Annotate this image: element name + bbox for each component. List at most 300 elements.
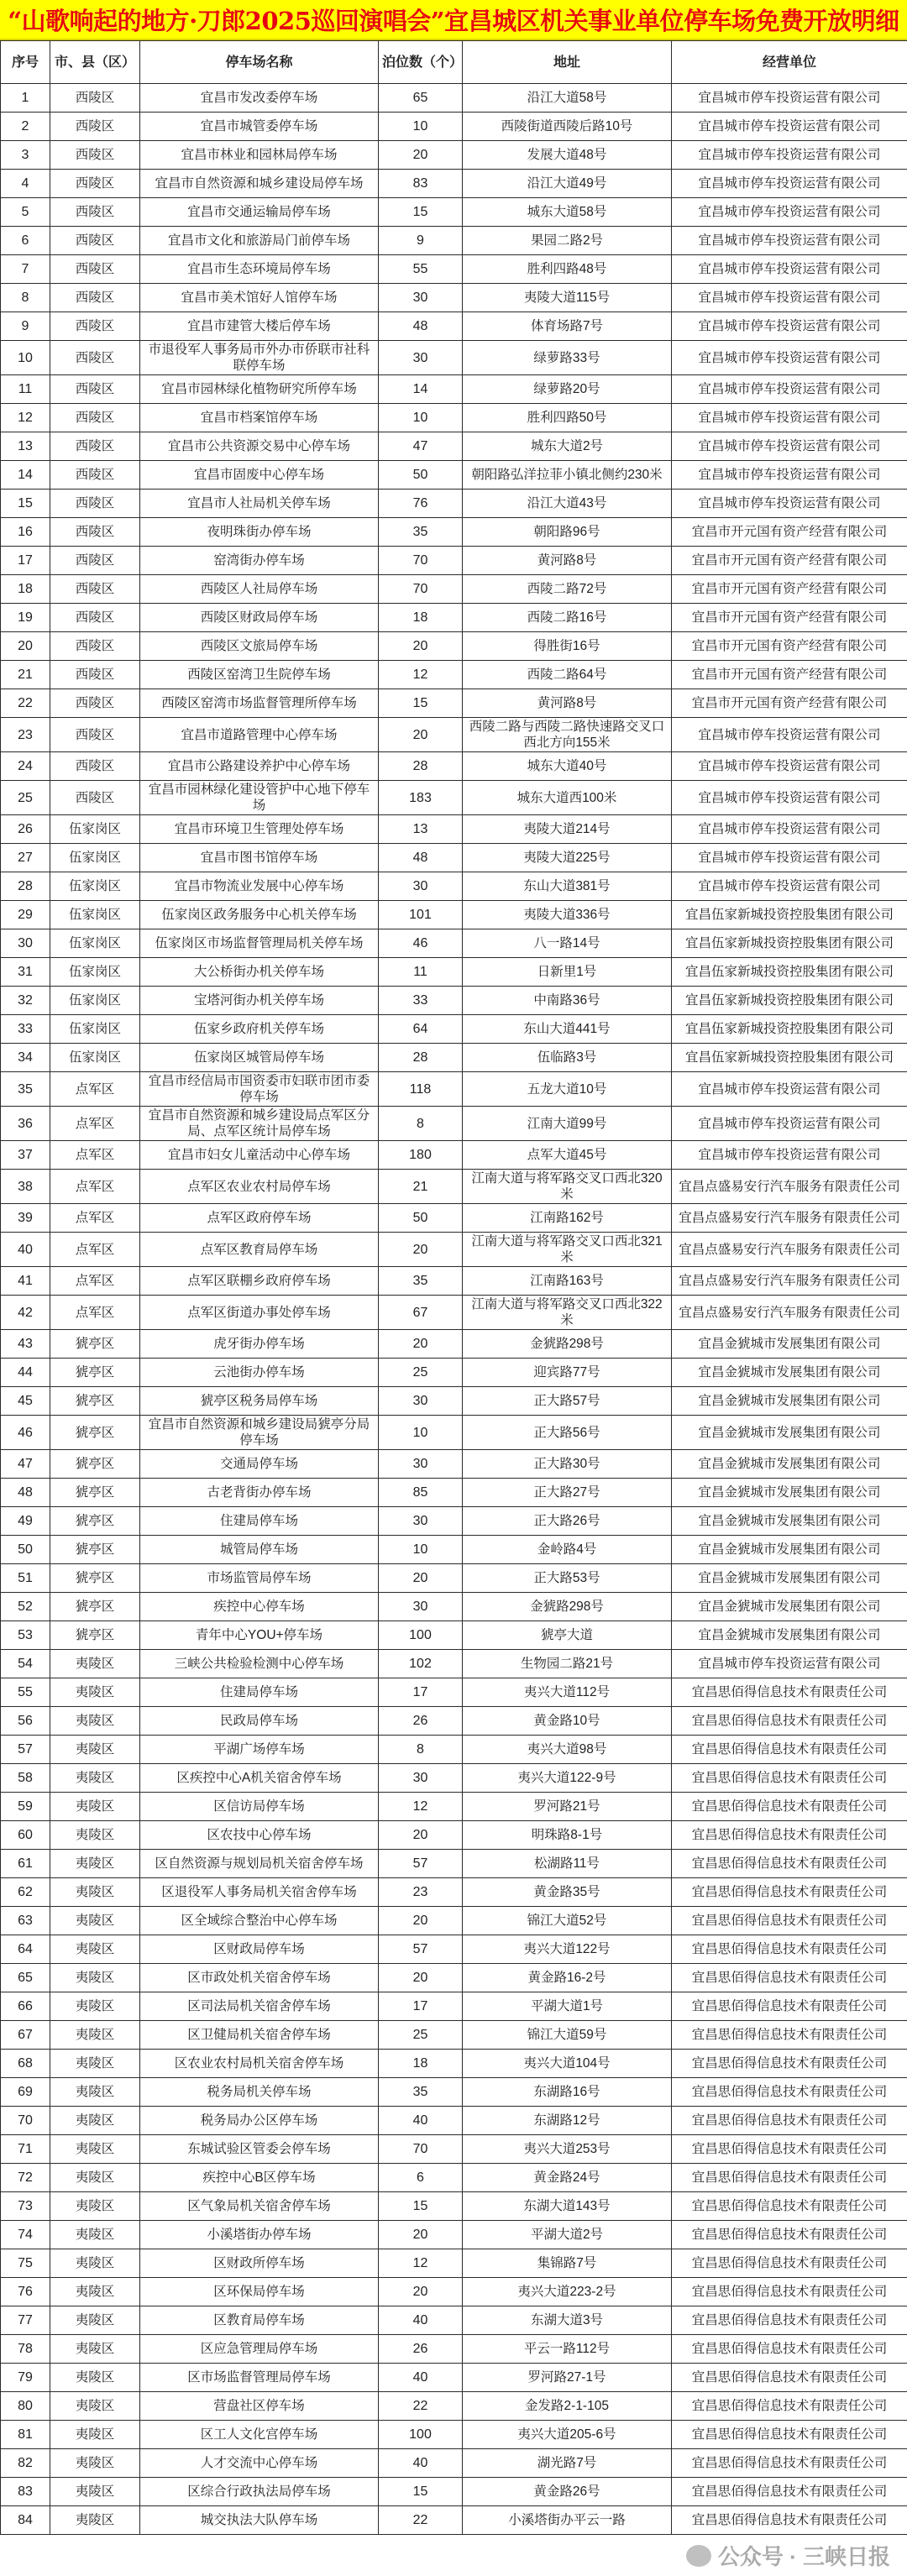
cell-district: 伍家岗区 bbox=[50, 901, 140, 929]
cell-index: 37 bbox=[1, 1141, 50, 1170]
cell-lot-name: 区气象局机关宿舍停车场 bbox=[140, 2192, 379, 2221]
cell-index: 80 bbox=[1, 2392, 50, 2421]
cell-district: 伍家岗区 bbox=[50, 929, 140, 958]
table-header-row bbox=[1, 41, 907, 84]
cell-operator: 宜昌城市停车投资运营有限公司 bbox=[672, 1072, 907, 1107]
cell-address: 西陵二路64号 bbox=[463, 661, 672, 689]
cell-address: 绿萝路20号 bbox=[463, 375, 672, 404]
cell-district: 猇亭区 bbox=[50, 1450, 140, 1479]
cell-spaces: 35 bbox=[379, 518, 463, 547]
cell-lot-name: 点军区教育局停车场 bbox=[140, 1233, 379, 1267]
cell-spaces: 76 bbox=[379, 490, 463, 518]
cell-operator: 宜昌思佰得信息技术有限责任公司 bbox=[672, 2107, 907, 2135]
cell-lot-name: 平湖广场停车场 bbox=[140, 1736, 379, 1764]
cell-operator: 宜昌城市停车投资运营有限公司 bbox=[672, 872, 907, 901]
cell-operator: 宜昌市开元国有资产经营有限公司 bbox=[672, 518, 907, 547]
cell-lot-name: 夜明珠街办停车场 bbox=[140, 518, 379, 547]
cell-spaces: 40 bbox=[379, 2107, 463, 2135]
table-row bbox=[1, 1044, 907, 1072]
table-row bbox=[1, 198, 907, 227]
cell-district: 西陵区 bbox=[50, 432, 140, 461]
cell-index: 17 bbox=[1, 547, 50, 575]
cell-index: 49 bbox=[1, 1507, 50, 1536]
cell-index: 46 bbox=[1, 1416, 50, 1450]
cell-address: 正大路26号 bbox=[463, 1507, 672, 1536]
table-row bbox=[1, 2249, 907, 2278]
cell-district: 点军区 bbox=[50, 1233, 140, 1267]
cell-lot-name: 点军区街道办事处停车场 bbox=[140, 1296, 379, 1330]
cell-district: 西陵区 bbox=[50, 689, 140, 718]
cell-spaces: 30 bbox=[379, 284, 463, 312]
cell-address: 西陵二路16号 bbox=[463, 604, 672, 632]
table-row bbox=[1, 1507, 907, 1536]
cell-operator: 宜昌城市停车投资运营有限公司 bbox=[672, 490, 907, 518]
table-row bbox=[1, 404, 907, 432]
table-row bbox=[1, 2478, 907, 2506]
cell-index: 67 bbox=[1, 2021, 50, 2050]
table-row bbox=[1, 1015, 907, 1044]
table-row bbox=[1, 341, 907, 375]
cell-district: 夷陵区 bbox=[50, 2364, 140, 2392]
cell-lot-name: 区市场监督管理局停车场 bbox=[140, 2364, 379, 2392]
table-row bbox=[1, 1935, 907, 1964]
cell-lot-name: 区工人文化宫停车场 bbox=[140, 2421, 379, 2449]
cell-district: 夷陵区 bbox=[50, 1964, 140, 1992]
cell-lot-name: 区市政处机关宿舍停车场 bbox=[140, 1964, 379, 1992]
cell-district: 夷陵区 bbox=[50, 1850, 140, 1878]
cell-district: 夷陵区 bbox=[50, 1650, 140, 1678]
cell-address: 金岭路4号 bbox=[463, 1536, 672, 1564]
cell-address: 城东大道西100米 bbox=[463, 781, 672, 815]
cell-spaces: 30 bbox=[379, 1450, 463, 1479]
cell-address: 江南大道与将军路交叉口西北321米 bbox=[463, 1233, 672, 1267]
cell-lot-name: 宜昌市经信局市国资委市妇联市团市委停车场 bbox=[140, 1072, 379, 1107]
cell-lot-name: 西陵区文旅局停车场 bbox=[140, 632, 379, 661]
cell-district: 点军区 bbox=[50, 1107, 140, 1141]
cell-spaces: 48 bbox=[379, 844, 463, 872]
cell-index: 33 bbox=[1, 1015, 50, 1044]
cell-operator: 宜昌思佰得信息技术有限责任公司 bbox=[672, 2249, 907, 2278]
cell-lot-name: 税务局机关停车场 bbox=[140, 2078, 379, 2107]
cell-district: 夷陵区 bbox=[50, 2421, 140, 2449]
cell-address: 夷兴大道253号 bbox=[463, 2135, 672, 2164]
cell-district: 西陵区 bbox=[50, 312, 140, 341]
cell-lot-name: 宜昌市文化和旅游局门前停车场 bbox=[140, 227, 379, 255]
cell-district: 西陵区 bbox=[50, 718, 140, 752]
cell-address: 平云一路112号 bbox=[463, 2335, 672, 2364]
cell-address: 夷兴大道122-9号 bbox=[463, 1764, 672, 1793]
cell-address: 沿江大道49号 bbox=[463, 170, 672, 198]
cell-district: 夷陵区 bbox=[50, 1935, 140, 1964]
table-body bbox=[1, 84, 907, 2535]
cell-district: 夷陵区 bbox=[50, 2021, 140, 2050]
cell-operator: 宜昌城市停车投资运营有限公司 bbox=[672, 198, 907, 227]
table-row bbox=[1, 1621, 907, 1650]
header-address: 地址 bbox=[463, 41, 672, 84]
header-lot-name: 停车场名称 bbox=[140, 41, 379, 84]
cell-index: 11 bbox=[1, 375, 50, 404]
table-row bbox=[1, 661, 907, 689]
cell-operator: 宜昌伍家新城投资控股集团有限公司 bbox=[672, 1015, 907, 1044]
table-row bbox=[1, 2050, 907, 2078]
cell-address: 体育场路7号 bbox=[463, 312, 672, 341]
cell-lot-name: 住建局停车场 bbox=[140, 1507, 379, 1536]
cell-index: 81 bbox=[1, 2421, 50, 2449]
cell-spaces: 40 bbox=[379, 2449, 463, 2478]
cell-index: 47 bbox=[1, 1450, 50, 1479]
cell-spaces: 33 bbox=[379, 987, 463, 1015]
cell-district: 西陵区 bbox=[50, 752, 140, 781]
table-row bbox=[1, 1878, 907, 1907]
cell-spaces: 30 bbox=[379, 341, 463, 375]
cell-address: 黄金路24号 bbox=[463, 2164, 672, 2192]
cell-lot-name: 宜昌市环境卫生管理处停车场 bbox=[140, 815, 379, 844]
cell-index: 15 bbox=[1, 490, 50, 518]
cell-operator: 宜昌思佰得信息技术有限责任公司 bbox=[672, 2192, 907, 2221]
table-row bbox=[1, 547, 907, 575]
cell-index: 68 bbox=[1, 2050, 50, 2078]
cell-district: 夷陵区 bbox=[50, 2449, 140, 2478]
table-row bbox=[1, 987, 907, 1015]
cell-district: 点军区 bbox=[50, 1204, 140, 1233]
cell-index: 72 bbox=[1, 2164, 50, 2192]
cell-district: 伍家岗区 bbox=[50, 815, 140, 844]
cell-address: 城东大道58号 bbox=[463, 198, 672, 227]
cell-operator: 宜昌城市停车投资运营有限公司 bbox=[672, 227, 907, 255]
cell-lot-name: 西陵区财政局停车场 bbox=[140, 604, 379, 632]
cell-district: 夷陵区 bbox=[50, 2506, 140, 2535]
cell-spaces: 20 bbox=[379, 1330, 463, 1359]
cell-index: 74 bbox=[1, 2221, 50, 2249]
table-row bbox=[1, 1850, 907, 1878]
watermark bbox=[0, 2535, 907, 2576]
table-row bbox=[1, 1072, 907, 1107]
cell-address: 江南大道99号 bbox=[463, 1107, 672, 1141]
cell-district: 点军区 bbox=[50, 1267, 140, 1296]
cell-lot-name: 大公桥街办机关停车场 bbox=[140, 958, 379, 987]
cell-spaces: 40 bbox=[379, 2364, 463, 2392]
cell-district: 夷陵区 bbox=[50, 1793, 140, 1821]
cell-index: 59 bbox=[1, 1793, 50, 1821]
cell-address: 夷兴大道122号 bbox=[463, 1935, 672, 1964]
cell-district: 西陵区 bbox=[50, 255, 140, 284]
table-row bbox=[1, 2107, 907, 2135]
cell-lot-name: 宜昌市园林绿化植物研究所停车场 bbox=[140, 375, 379, 404]
cell-index: 79 bbox=[1, 2364, 50, 2392]
cell-lot-name: 区司法局机关宿舍停车场 bbox=[140, 1992, 379, 2021]
cell-district: 点军区 bbox=[50, 1296, 140, 1330]
header-index: 序号 bbox=[1, 41, 50, 84]
cell-district: 夷陵区 bbox=[50, 1764, 140, 1793]
cell-operator: 宜昌思佰得信息技术有限责任公司 bbox=[672, 2050, 907, 2078]
cell-address: 沿江大道58号 bbox=[463, 84, 672, 113]
cell-address: 果园二路2号 bbox=[463, 227, 672, 255]
table-row bbox=[1, 1330, 907, 1359]
cell-operator: 宜昌市开元国有资产经营有限公司 bbox=[672, 575, 907, 604]
cell-lot-name: 西陵区人社局停车场 bbox=[140, 575, 379, 604]
cell-operator: 宜昌思佰得信息技术有限责任公司 bbox=[672, 2078, 907, 2107]
cell-index: 22 bbox=[1, 689, 50, 718]
table-row bbox=[1, 1992, 907, 2021]
cell-lot-name: 宜昌市固废中心停车场 bbox=[140, 461, 379, 490]
table-row bbox=[1, 1536, 907, 1564]
table-row bbox=[1, 2278, 907, 2306]
cell-lot-name: 伍家岗区政务服务中心机关停车场 bbox=[140, 901, 379, 929]
cell-district: 西陵区 bbox=[50, 632, 140, 661]
table-row bbox=[1, 1479, 907, 1507]
cell-lot-name: 宜昌市道路管理中心停车场 bbox=[140, 718, 379, 752]
cell-district: 西陵区 bbox=[50, 604, 140, 632]
cell-operator: 宜昌金猇城市发展集团有限公司 bbox=[672, 1507, 907, 1536]
cell-lot-name: 宜昌市园林绿化建设管护中心地下停车场 bbox=[140, 781, 379, 815]
table-row bbox=[1, 375, 907, 404]
cell-lot-name: 伍家乡政府机关停车场 bbox=[140, 1015, 379, 1044]
cell-lot-name: 宜昌市人社局机关停车场 bbox=[140, 490, 379, 518]
cell-lot-name: 虎牙街办停车场 bbox=[140, 1330, 379, 1359]
cell-address: 五龙大道10号 bbox=[463, 1072, 672, 1107]
cell-address: 东山大道381号 bbox=[463, 872, 672, 901]
table-row bbox=[1, 312, 907, 341]
table-row bbox=[1, 1736, 907, 1764]
cell-index: 48 bbox=[1, 1479, 50, 1507]
cell-lot-name: 区综合行政执法局停车场 bbox=[140, 2478, 379, 2506]
cell-spaces: 20 bbox=[379, 632, 463, 661]
cell-spaces: 23 bbox=[379, 1878, 463, 1907]
cell-address: 集锦路7号 bbox=[463, 2249, 672, 2278]
cell-address: 黄金路26号 bbox=[463, 2478, 672, 2506]
table-row bbox=[1, 2335, 907, 2364]
cell-index: 26 bbox=[1, 815, 50, 844]
cell-lot-name: 西陵区窑湾卫生院停车场 bbox=[140, 661, 379, 689]
cell-district: 猇亭区 bbox=[50, 1479, 140, 1507]
cell-address: 东湖大道3号 bbox=[463, 2306, 672, 2335]
table-row bbox=[1, 1107, 907, 1141]
cell-spaces: 50 bbox=[379, 1204, 463, 1233]
cell-index: 38 bbox=[1, 1170, 50, 1204]
cell-operator: 宜昌思佰得信息技术有限责任公司 bbox=[672, 2221, 907, 2249]
cell-district: 猇亭区 bbox=[50, 1621, 140, 1650]
cell-district: 西陵区 bbox=[50, 518, 140, 547]
cell-operator: 宜昌点盛易安行汽车服务有限责任公司 bbox=[672, 1170, 907, 1204]
cell-index: 14 bbox=[1, 461, 50, 490]
cell-address: 中南路36号 bbox=[463, 987, 672, 1015]
cell-operator: 宜昌城市停车投资运营有限公司 bbox=[672, 718, 907, 752]
cell-spaces: 35 bbox=[379, 2078, 463, 2107]
table-row bbox=[1, 2306, 907, 2335]
table-row bbox=[1, 1267, 907, 1296]
cell-lot-name: 伍家岗区城管局停车场 bbox=[140, 1044, 379, 1072]
cell-spaces: 21 bbox=[379, 1170, 463, 1204]
cell-index: 75 bbox=[1, 2249, 50, 2278]
cell-district: 夷陵区 bbox=[50, 1707, 140, 1736]
cell-address: 黄河路8号 bbox=[463, 689, 672, 718]
cell-address: 罗河路27-1号 bbox=[463, 2364, 672, 2392]
cell-spaces: 118 bbox=[379, 1072, 463, 1107]
table-row bbox=[1, 781, 907, 815]
cell-address: 小溪塔街办平云一路 bbox=[463, 2506, 672, 2535]
table-row bbox=[1, 1387, 907, 1416]
cell-spaces: 14 bbox=[379, 375, 463, 404]
cell-operator: 宜昌金猇城市发展集团有限公司 bbox=[672, 1536, 907, 1564]
cell-spaces: 18 bbox=[379, 2050, 463, 2078]
cell-index: 65 bbox=[1, 1964, 50, 1992]
cell-operator: 宜昌伍家新城投资控股集团有限公司 bbox=[672, 987, 907, 1015]
cell-spaces: 180 bbox=[379, 1141, 463, 1170]
cell-district: 西陵区 bbox=[50, 461, 140, 490]
cell-address: 发展大道48号 bbox=[463, 141, 672, 170]
cell-district: 夷陵区 bbox=[50, 2221, 140, 2249]
cell-district: 夷陵区 bbox=[50, 1678, 140, 1707]
cell-lot-name: 宜昌市建管大楼后停车场 bbox=[140, 312, 379, 341]
table-row bbox=[1, 284, 907, 312]
cell-address: 黄河路8号 bbox=[463, 547, 672, 575]
cell-district: 夷陵区 bbox=[50, 1736, 140, 1764]
cell-lot-name: 宝塔河街办机关停车场 bbox=[140, 987, 379, 1015]
table-row bbox=[1, 844, 907, 872]
cell-operator: 宜昌思佰得信息技术有限责任公司 bbox=[672, 2306, 907, 2335]
cell-index: 57 bbox=[1, 1736, 50, 1764]
cell-index: 36 bbox=[1, 1107, 50, 1141]
cell-spaces: 26 bbox=[379, 2335, 463, 2364]
cell-lot-name: 区教育局停车场 bbox=[140, 2306, 379, 2335]
cell-lot-name: 宜昌市自然资源和城乡建设局点军区分局、点军区统计局停车场 bbox=[140, 1107, 379, 1141]
cell-district: 夷陵区 bbox=[50, 1821, 140, 1850]
table-row bbox=[1, 2506, 907, 2535]
cell-index: 43 bbox=[1, 1330, 50, 1359]
cell-spaces: 8 bbox=[379, 1107, 463, 1141]
cell-index: 40 bbox=[1, 1233, 50, 1267]
table-row bbox=[1, 1678, 907, 1707]
cell-index: 61 bbox=[1, 1850, 50, 1878]
cell-index: 20 bbox=[1, 632, 50, 661]
cell-address: 朝阳路96号 bbox=[463, 518, 672, 547]
table-row bbox=[1, 2392, 907, 2421]
cell-district: 西陵区 bbox=[50, 341, 140, 375]
cell-index: 41 bbox=[1, 1267, 50, 1296]
table-row bbox=[1, 1907, 907, 1935]
cell-spaces: 40 bbox=[379, 2306, 463, 2335]
cell-spaces: 10 bbox=[379, 1536, 463, 1564]
cell-spaces: 85 bbox=[379, 1479, 463, 1507]
table-row bbox=[1, 1416, 907, 1450]
cell-lot-name: 民政局停车场 bbox=[140, 1707, 379, 1736]
table-row bbox=[1, 170, 907, 198]
cell-lot-name: 宜昌市物流业发展中心停车场 bbox=[140, 872, 379, 901]
header-spaces: 泊位数（个） bbox=[379, 41, 463, 84]
cell-operator: 宜昌伍家新城投资控股集团有限公司 bbox=[672, 929, 907, 958]
cell-address: 锦江大道52号 bbox=[463, 1907, 672, 1935]
cell-district: 西陵区 bbox=[50, 170, 140, 198]
cell-lot-name: 猇亭区税务局停车场 bbox=[140, 1387, 379, 1416]
cell-index: 44 bbox=[1, 1359, 50, 1387]
cell-lot-name: 点军区联棚乡政府停车场 bbox=[140, 1267, 379, 1296]
cell-spaces: 12 bbox=[379, 2249, 463, 2278]
cell-spaces: 13 bbox=[379, 815, 463, 844]
cell-address: 西陵二路72号 bbox=[463, 575, 672, 604]
cell-index: 35 bbox=[1, 1072, 50, 1107]
cell-address: 日新里1号 bbox=[463, 958, 672, 987]
cell-lot-name: 区退役军人事务局机关宿舍停车场 bbox=[140, 1878, 379, 1907]
cell-operator: 宜昌城市停车投资运营有限公司 bbox=[672, 255, 907, 284]
table-row bbox=[1, 1359, 907, 1387]
cell-address: 绿萝路33号 bbox=[463, 341, 672, 375]
cell-operator: 宜昌城市停车投资运营有限公司 bbox=[672, 1141, 907, 1170]
cell-operator: 宜昌思佰得信息技术有限责任公司 bbox=[672, 2392, 907, 2421]
table-row bbox=[1, 1564, 907, 1593]
table-row bbox=[1, 872, 907, 901]
table-row bbox=[1, 1707, 907, 1736]
cell-operator: 宜昌城市停车投资运营有限公司 bbox=[672, 113, 907, 141]
cell-lot-name: 区财政所停车场 bbox=[140, 2249, 379, 2278]
table-row bbox=[1, 752, 907, 781]
cell-spaces: 28 bbox=[379, 752, 463, 781]
cell-spaces: 30 bbox=[379, 872, 463, 901]
cell-index: 70 bbox=[1, 2107, 50, 2135]
cell-address: 得胜街16号 bbox=[463, 632, 672, 661]
cell-address: 夷兴大道223-2号 bbox=[463, 2278, 672, 2306]
cell-operator: 宜昌城市停车投资运营有限公司 bbox=[672, 404, 907, 432]
table-row bbox=[1, 604, 907, 632]
cell-spaces: 100 bbox=[379, 2421, 463, 2449]
cell-spaces: 22 bbox=[379, 2506, 463, 2535]
cell-lot-name: 云池街办停车场 bbox=[140, 1359, 379, 1387]
cell-lot-name: 税务局办公区停车场 bbox=[140, 2107, 379, 2135]
cell-lot-name: 宜昌市美术馆好人馆停车场 bbox=[140, 284, 379, 312]
table-row bbox=[1, 1141, 907, 1170]
cell-operator: 宜昌思佰得信息技术有限责任公司 bbox=[672, 2478, 907, 2506]
cell-operator: 宜昌城市停车投资运营有限公司 bbox=[672, 752, 907, 781]
cell-address: 金猇路298号 bbox=[463, 1330, 672, 1359]
cell-index: 13 bbox=[1, 432, 50, 461]
cell-index: 29 bbox=[1, 901, 50, 929]
cell-district: 夷陵区 bbox=[50, 2135, 140, 2164]
wechat-icon bbox=[686, 2545, 711, 2567]
cell-lot-name: 疾控中心B区停车场 bbox=[140, 2164, 379, 2192]
cell-operator: 宜昌城市停车投资运营有限公司 bbox=[672, 141, 907, 170]
cell-address: 金猇路298号 bbox=[463, 1593, 672, 1621]
cell-index: 76 bbox=[1, 2278, 50, 2306]
cell-index: 60 bbox=[1, 1821, 50, 1850]
cell-operator: 宜昌城市停车投资运营有限公司 bbox=[672, 1650, 907, 1678]
cell-operator: 宜昌市开元国有资产经营有限公司 bbox=[672, 604, 907, 632]
cell-district: 伍家岗区 bbox=[50, 1015, 140, 1044]
cell-operator: 宜昌金猇城市发展集团有限公司 bbox=[672, 1359, 907, 1387]
cell-operator: 宜昌伍家新城投资控股集团有限公司 bbox=[672, 901, 907, 929]
cell-spaces: 20 bbox=[379, 1821, 463, 1850]
cell-spaces: 25 bbox=[379, 1359, 463, 1387]
table-row bbox=[1, 2021, 907, 2050]
cell-address: 胜利四路48号 bbox=[463, 255, 672, 284]
table-row bbox=[1, 2221, 907, 2249]
cell-index: 53 bbox=[1, 1621, 50, 1650]
cell-spaces: 15 bbox=[379, 198, 463, 227]
cell-lot-name: 住建局停车场 bbox=[140, 1678, 379, 1707]
cell-district: 夷陵区 bbox=[50, 1992, 140, 2021]
cell-spaces: 57 bbox=[379, 1935, 463, 1964]
cell-index: 10 bbox=[1, 341, 50, 375]
cell-spaces: 18 bbox=[379, 604, 463, 632]
cell-district: 西陵区 bbox=[50, 84, 140, 113]
cell-spaces: 55 bbox=[379, 255, 463, 284]
table-row bbox=[1, 2192, 907, 2221]
cell-lot-name: 交通局停车场 bbox=[140, 1450, 379, 1479]
cell-district: 猇亭区 bbox=[50, 1416, 140, 1450]
cell-lot-name: 青年中心YOU+停车场 bbox=[140, 1621, 379, 1650]
cell-operator: 宜昌金猇城市发展集团有限公司 bbox=[672, 1416, 907, 1450]
cell-district: 伍家岗区 bbox=[50, 1044, 140, 1072]
cell-lot-name: 宜昌市档案馆停车场 bbox=[140, 404, 379, 432]
cell-district: 西陵区 bbox=[50, 490, 140, 518]
